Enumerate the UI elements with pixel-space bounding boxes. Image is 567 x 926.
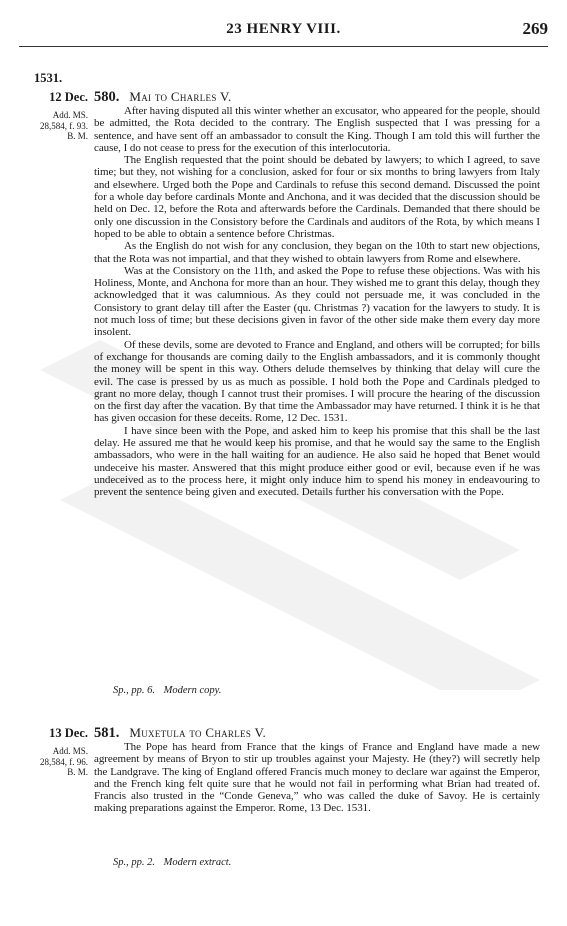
entry-580-note [113, 685, 221, 696]
source-line: 28,584, f. 93. [40, 120, 88, 131]
entry-date: 13 Dec. [49, 726, 88, 740]
paragraph: Was at the Consistory on the 11th, and asked the Pope to refuse these objections. Was with his Holiness, Monte, and Anchona for more than an hour. They wished me to grant this delay, though they acknowledged that it was calumnious. As they could not persuade me, it was concluded in the Consistory to grant delay till after the Easter (qu. Christmas ?) vacation for the lawyers to study. It is not much loss of time; but these decisions given in favor of the other side make them every day more insolent. [94, 264, 540, 339]
entry-number: 581. [94, 725, 120, 741]
entry-title: Muxetula to Charles V. [129, 725, 267, 740]
entry-581-note [113, 857, 231, 868]
year-label: 1531. [34, 71, 63, 85]
paragraph: I have since been with the Pope, and asked him to keep his promise that this shall be the last delay. He assured me that he would keep his promise, and that he would say the same to the English ambassadors, who were in the hall waiting for an audience. He also said he hoped that Benet would undeceive his master. Answered that this might produce either good or evil, because even if he was undeceived as to the process here, it might only induce him to spend his money in endeavouring to prevent the sentence being given and executed. Details further his conversation with the Pope. [94, 424, 540, 499]
paragraph: The Pope has heard from France that the kings of France and England have made a new agreement by means of Bryon to stir up troubles against your Majesty. He (they?) will secretly help the Landgrave. The king of England offered Francis much money to declare war against the Emperor, and the French king felt quite sure that he would not fail in performing what Brian had treated of. Francis also trusted in the “Conde Geneva,” who was called the duke of Savoy. He is certainly making preparations against the Emperor. Rome, 13 Dec. 1531. [94, 741, 540, 815]
entry-source [14, 746, 88, 778]
source-line: B. M. [67, 767, 88, 777]
entry-580-heading [94, 89, 232, 106]
note-desc: Modern extract. [163, 857, 232, 868]
entry-580-margin [14, 90, 88, 142]
source-line: 28,584, f. 96. [40, 756, 88, 767]
paragraph: As the English do not wish for any conclusion, they began on the 10th to start new objections, that the Rota was not impartial, and that they wished to obtain lawyers from Rome and elsewhere. [94, 240, 540, 265]
paragraph: After having disputed all this winter whether an excusator, who appeared for the people, should be admitted, the Rota decided to the contrary. The English suspected that I was pressing for a sentence, and have sent off an ambassador to consult the King. Though I am told this will further the cause, I do not cease to press for the execution of this interlocutoria. [94, 105, 540, 154]
running-title: 23 HENRY VIII. [226, 21, 341, 37]
entry-581-heading [94, 725, 266, 742]
entry-number: 580. [94, 89, 120, 105]
page-number: 269 [522, 19, 548, 38]
paragraph: Of these devils, some are devoted to France and England, and others will be corrupted; for bills of exchange for thousands are coming daily to the English ambassadors, and it is commonly thought the money will be spent in this way. Others delude themselves by thinking that delay will cure the evil. The case is pressed by us as much as possible. I hold both the Pope and Cardinals pledged to grant no more delay, though I cannot trust their promises. I will procure the hearing of the discussion on the first day after the vacation. By that time the Ambassador may have returned. I think it is he that has given occasion for these deceits. Rome, 12 Dec. 1531. [94, 338, 540, 425]
entry-580-body [94, 105, 540, 499]
note-pages: Sp., pp. 6. [113, 685, 155, 696]
note-pages: Sp., pp. 2. [113, 857, 155, 868]
source-line: Add. MS. [52, 746, 88, 756]
entry-title: Mai to Charles V. [129, 89, 232, 104]
note-desc: Modern copy. [163, 685, 222, 696]
source-line: B. M. [67, 131, 88, 141]
entry-581-body [94, 741, 540, 815]
header-rule [19, 46, 548, 47]
entry-581-margin [14, 726, 88, 778]
entry-date: 12 Dec. [49, 90, 88, 104]
entry-source [14, 110, 88, 142]
running-head [0, 21, 567, 39]
source-line: Add. MS. [52, 110, 88, 120]
paragraph: The English requested that the point should be debated by lawyers; to which I agreed, to save time; but they, not wishing for a conclusion, asked for four or six months to bring lawyers from Italy and elsewhere. Urged both the Pope and Cardinals to refuse this second demand. Discussed the point for a whole day before cardinals Monte and Anchona, and it was decided that the discussion should be held on Dec. 12, before the Rota and afterwards before the Cardinals. Demanded that there should be only one discussion in the Consistory before the Cardinals and auditors of the Rota, by which means I hoped to be able to obtain a sentence before Christmas. [94, 154, 540, 240]
